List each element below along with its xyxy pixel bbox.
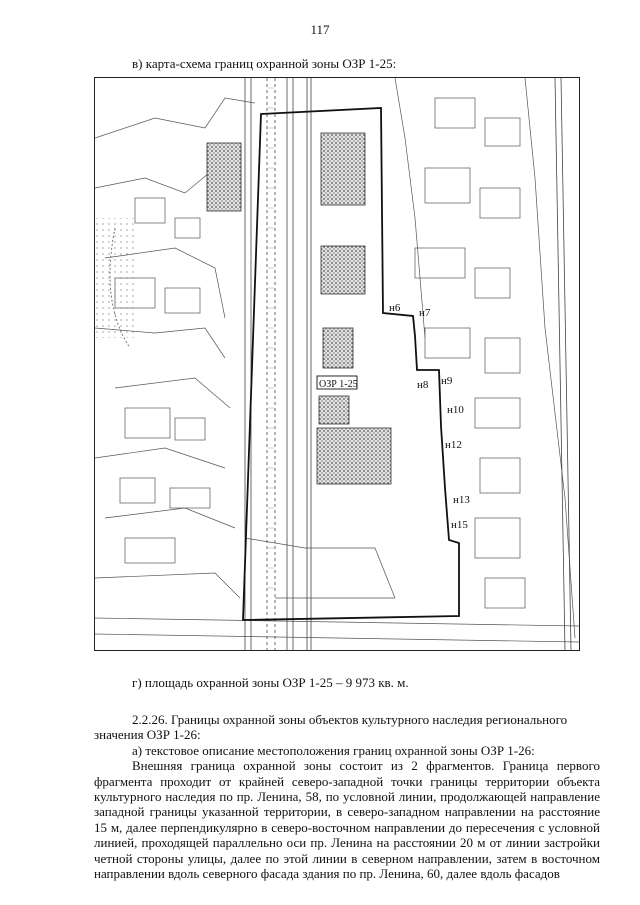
- heritage-building-3: [321, 246, 365, 294]
- rail-ticks: [268, 88, 274, 588]
- heritage-building-4: [323, 328, 353, 368]
- green-area: [95, 218, 135, 338]
- heritage-building-5: [319, 396, 349, 424]
- zone-label: ОЗР 1-25: [319, 379, 358, 390]
- point-label-n10: н10: [447, 404, 464, 416]
- section-heading-line2: значения ОЗР 1-26:: [94, 727, 201, 743]
- point-label-n6: н6: [389, 302, 401, 314]
- heritage-building-6: [317, 428, 391, 484]
- section-paragraph: Внешняя граница охранной зоны состоит из 2 фрагментов. Граница первого фрагмента проходит от крайней северо-западной точки границы территории объекта культурного наследия по пр. Ленина, 58, по условной линии, продолжающей направление западной границы указанной территории, в северо-западном направлении на расстояние 15 м, далее перпендикулярно в северо-восточном направлении до пересечения с условной линией, проходящей параллельно оси пр. Ленина на расстоянии 20 м от линии застройки четной стороны улицы, далее по этой линии в северном направлении, затем в восточном направлении вдоль северного фасада здания по пр. Ленина, 60, далее вдоль фасадов: [94, 758, 600, 882]
- cadastral-map: [94, 77, 580, 651]
- point-label-n12: н12: [445, 439, 462, 451]
- section-subheading: а) текстовое описание местоположения границ охранной зоны ОЗР 1-26:: [132, 742, 535, 758]
- map-caption: в) карта-схема границ охранной зоны ОЗР 1-25:: [132, 56, 397, 71]
- point-label-n15: н15: [451, 519, 468, 531]
- heritage-building-1: [207, 143, 241, 211]
- zone-area: г) площадь охранной зоны ОЗР 1-25 – 9 973 кв. м.: [132, 675, 409, 690]
- point-label-n13: н13: [453, 494, 470, 506]
- point-label-n7: н7: [419, 307, 431, 319]
- heritage-building-2: [321, 133, 365, 205]
- point-label-n9: н9: [441, 375, 453, 387]
- section-heading-line1: 2.2.26. Границы охранной зоны объектов культурного наследия регионального: [132, 712, 568, 727]
- point-label-n8: н8: [417, 379, 429, 391]
- section-2-2-26: [94, 712, 600, 881]
- page-number: 117: [310, 22, 330, 37]
